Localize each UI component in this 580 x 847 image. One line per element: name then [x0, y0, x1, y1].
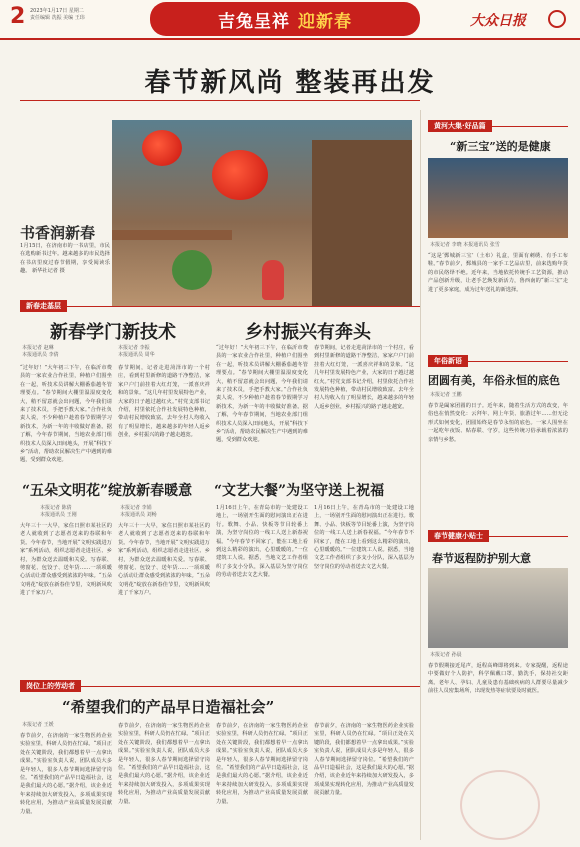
sidebar-byline: 本报记者 李晓 本报通讯员 张雪	[430, 242, 500, 248]
festival-banner	[150, 2, 420, 36]
article-body: 大年三十一大早，家住日照市某社区的老人就收到了志愿者送来的春联和年货。今年春节，当地开展“文明实践进万家”系列活动，组织志愿者走进社区、乡村，为群众送去温暖和关爱。写春联、剪窗花、包饺子、送年货……一项项暖心活动让群众感受到浓浓的年味。“五朵文明花”绽放在新春佳节里，文明新风吹进了千家万户。	[118, 523, 210, 597]
article-byline: 本报记者 李娟 本报通讯员 刘畅	[120, 505, 157, 518]
banner-main: 吉兔呈祥	[218, 11, 290, 32]
sidebar-title: “新三宝”送的是健康	[450, 140, 551, 153]
rabbit-seal-decoration	[460, 770, 540, 840]
article-title: “五朵文明花”绽放新春暖意	[22, 483, 193, 499]
sidebar-title: 团圆有美，年俗永恒的底色	[428, 374, 560, 387]
section-tag: 新春走基层	[20, 300, 67, 312]
sidebar-section-tag: 春节健康小贴士	[428, 530, 489, 542]
sidebar-byline: 本报记者 孙晨	[430, 652, 462, 658]
lantern-icon	[212, 150, 268, 200]
sidebar-photo	[428, 158, 568, 238]
article-body: 春节前夕，在济南的一家生物医药企业实验室里，科研人员仍在忙碌。“项目正处在关键阶段，我们都想着早一点拿出成果。”实验室负责人说，团队成员大多是年轻人，很多人春节期间选择留守岗位。“希望我们的产品早日造福社会，这是我们最大的心愿。”据介绍，该企业近年来持续加大研发投入，多项成果实现转化应用，为推动产业高质量发展贡献力量。	[20, 733, 112, 815]
article-title: “文艺大餐”为坚守送上祝福	[214, 483, 385, 499]
article-body: “过年好！”大年初三下午，在临沂市费县的一家农业合作社里，种植户们围坐在一起，听技术员讲解大棚番茄越冬管理要点。“春节期间大棚里温湿度变化大，稍不留意就会出问题，今年我们请来了技术员，手把手教大家。”合作社负责人说，不少种植户趁着春节假期学习新技术，为新一年的丰收做好准备。据了解，今年春节期间，当地农业部门组织技术人员深入田间地头，开展“科技下乡”活动，帮助农民解决生产中遇到的难题，受到群众欢迎。	[20, 365, 112, 464]
section-bar	[20, 680, 420, 692]
paper-logo-text: 大众日报	[470, 13, 526, 29]
bookshelf	[312, 140, 412, 306]
photo-caption: 1月15日，在济南市的一书店里，市民在选购新书过年。越来越多的市民选择在书店里度过春节假期，享受阅读乐趣。 新华社记者 摄	[20, 243, 110, 275]
page-number: 2	[10, 4, 26, 29]
sidebar-body: 春节是阖家团圆的日子。近年来，随着生活方式的改变，年俗也在悄然变化：云拜年、网上年货、旅游过年……但无论形式如何变化，团圆始终是春节永恒的底色。一家人围坐在一起吃年夜饭、贴春联、守岁，这些传统习俗承载着浓浓的亲情与乡愁。	[428, 403, 568, 443]
photo-title: 书香润新春	[20, 224, 96, 242]
article-title: 乡村振兴有奔头	[245, 322, 371, 343]
sidebar-body: “这是‘鄄城新三宝’（土布）礼盒，里面有刺绣、有手工布鞋。”春节前夕，鄄城县的一家手工艺品店里，前来选购年货的市民络绎不绝。近年来，当地依托传统手工艺资源，推动产品创新升级，让老手艺焕发新活力，鲁西南的“新三宝”走进了更多家庭，成为过年送礼的新选择。	[428, 253, 568, 293]
sidebar-byline: 本报记者 王鹏	[430, 392, 462, 398]
plant-decoration	[172, 250, 212, 290]
section-tag: 岗位上的劳动者	[20, 680, 81, 692]
article-byline: 本报记者 陈倩 本报通讯员 王刚	[40, 505, 77, 518]
sidebar-body: 春节假期接近尾声，返程高峰即将到来。专家提醒，返程途中要做好个人防护，科学佩戴口罩，勤洗手，保持社交距离。老年人、孕妇、儿童及患有基础疾病的人群要尽量减少前往人员密集场所，出现发热等症状要及时就医。	[428, 663, 568, 695]
meta-editors: 责任编辑 冼振 美编 王玮	[30, 15, 85, 21]
sidebar-title: 春节返程防护别大意	[432, 552, 531, 565]
article-byline: 本报记者 李振 本报通讯员 周华	[118, 345, 155, 358]
article-body: 春节期间，记者走进菏泽市的一个村庄，看到村里新修的道路干净整洁，家家户户门前挂着大红灯笼，一派喜庆祥和的景象。“这几年村里发展特色产业，大家的日子越过越红火。”村党支部书记介绍，村里依托合作社发展特色种植，带动村民增收致富。去年全村人均收入有了明显增长，越来越多的年轻人返乡创业，乡村振兴的路子越走越宽。	[314, 345, 414, 410]
page-headline: 春节新风尚 整装再出发	[144, 68, 436, 98]
article-byline: 本报记者 王媛	[22, 722, 54, 728]
book-table	[112, 230, 232, 240]
article-body: “过年好！”大年初三下午，在临沂市费县的一家农业合作社里，种植户们围坐在一起，听技术员讲解大棚番茄越冬管理要点。“春节期间大棚里温湿度变化大，稍不留意就会出问题，今年我们请来了技术员，手把手教大家。”合作社负责人说，不少种植户趁着春节假期学习新技术，为新一年的丰收做好准备。据了解，今年春节期间，当地农业部门组织技术人员深入田间地头，开展“科技下乡”活动，帮助农民解决生产中遇到的难题，受到群众欢迎。	[216, 345, 308, 444]
paper-logo-icon	[548, 10, 566, 28]
sidebar-section-bar	[428, 530, 568, 542]
article-body: 春节期间，记者走进菏泽市的一个村庄，看到村里新修的道路干净整洁，家家户户门前挂着大红灯笼，一派喜庆祥和的景象。“这几年村里发展特色产业，大家的日子越过越红火。”村党支部书记介绍，村里依托合作社发展特色种植，带动村民增收致富。去年全村人均收入有了明显增长，越来越多的年轻人返乡创业，乡村振兴的路子越走越宽。	[118, 365, 210, 439]
meta-date: 2023年1月17日 星期二	[30, 8, 84, 14]
article-title: “希望我们的产品早日造福社会”	[62, 698, 275, 716]
column-rule	[420, 110, 421, 840]
section-bar	[20, 300, 420, 312]
article-byline: 本报记者 赵琳 本报通讯员 李倩	[22, 345, 59, 358]
masthead-meta	[30, 8, 85, 22]
sidebar-photo	[428, 568, 568, 648]
article-body: 1月16日上午，在青岛市的一处建设工地上，一场别开生面的慰问演出正在进行。歌舞、小品、快板等节目轮番上演，为坚守岗位的一线工人送上新春祝福。“今年春节不回家了，能在工地上看到这么精彩的演出，心里暖暖的。”一位建筑工人说。据悉，当地文艺工作者组织了多支小分队，深入基层为坚守岗位的劳动者送去文艺大餐。	[314, 505, 414, 570]
article-body: 春节前夕，在济南的一家生物医药企业实验室里，科研人员仍在忙碌。“项目正处在关键阶段，我们都想着早一点拿出成果。”实验室负责人说，团队成员大多是年轻人，很多人春节期间选择留守岗位。“希望我们的产品早日造福社会，这是我们最大的心愿。”据介绍，该企业近年来持续加大研发投入，多项成果实现转化应用，为推动产业高质量发展贡献力量。	[314, 723, 414, 797]
child-figure	[262, 260, 284, 300]
article-body: 1月16日上午，在青岛市的一处建设工地上，一场别开生面的慰问演出正在进行。歌舞、小品、快板等节目轮番上演，为坚守岗位的一线工人送上新春祝福。“今年春节不回家了，能在工地上看到这么精彩的演出，心里暖暖的。”一位建筑工人说。据悉，当地文艺工作者组织了多支小分队，深入基层为坚守岗位的劳动者送去文艺大餐。	[216, 505, 308, 579]
sidebar-section-bar	[428, 355, 568, 367]
article-body: 春节前夕，在济南的一家生物医药企业实验室里，科研人员仍在忙碌。“项目正处在关键阶段，我们都想着早一点拿出成果。”实验室负责人说，团队成员大多是年轻人，很多人春节期间选择留守岗位。“希望我们的产品早日造福社会，这是我们最大的心愿。”据介绍，该企业近年来持续加大研发投入，多项成果实现转化应用，为推动产业高质量发展贡献力量。	[216, 723, 308, 805]
banner-accent: 迎新春	[298, 11, 352, 32]
sidebar-section-bar	[428, 120, 568, 132]
sidebar-section-tag: 黄河大集·好品篇	[428, 120, 492, 132]
article-body: 大年三十一大早，家住日照市某社区的老人就收到了志愿者送来的春联和年货。今年春节，当地开展“文明实践进万家”系列活动，组织志愿者走进社区、乡村，为群众送去温暖和关爱。写春联、剪窗花、包饺子、送年货……一项项暖心活动让群众感受到浓浓的年味。“五朵文明花”绽放在新春佳节里，文明新风吹进了千家万户。	[20, 523, 112, 597]
article-title: 新春学门新技术	[50, 322, 176, 343]
article-body: 春节前夕，在济南的一家生物医药企业实验室里，科研人员仍在忙碌。“项目正处在关键阶段，我们都想着早一点拿出成果。”实验室负责人说，团队成员大多是年轻人，很多人春节期间选择留守岗位。“希望我们的产品早日造福社会，这是我们最大的心愿。”据介绍，该企业近年来持续加大研发投入，多项成果实现转化应用，为推动产业高质量发展贡献力量。	[118, 723, 210, 805]
lantern-icon	[142, 130, 182, 166]
bookstore-photo	[112, 120, 412, 306]
headline-divider	[20, 100, 420, 101]
sidebar-section-tag: 年俗新语	[428, 355, 468, 367]
